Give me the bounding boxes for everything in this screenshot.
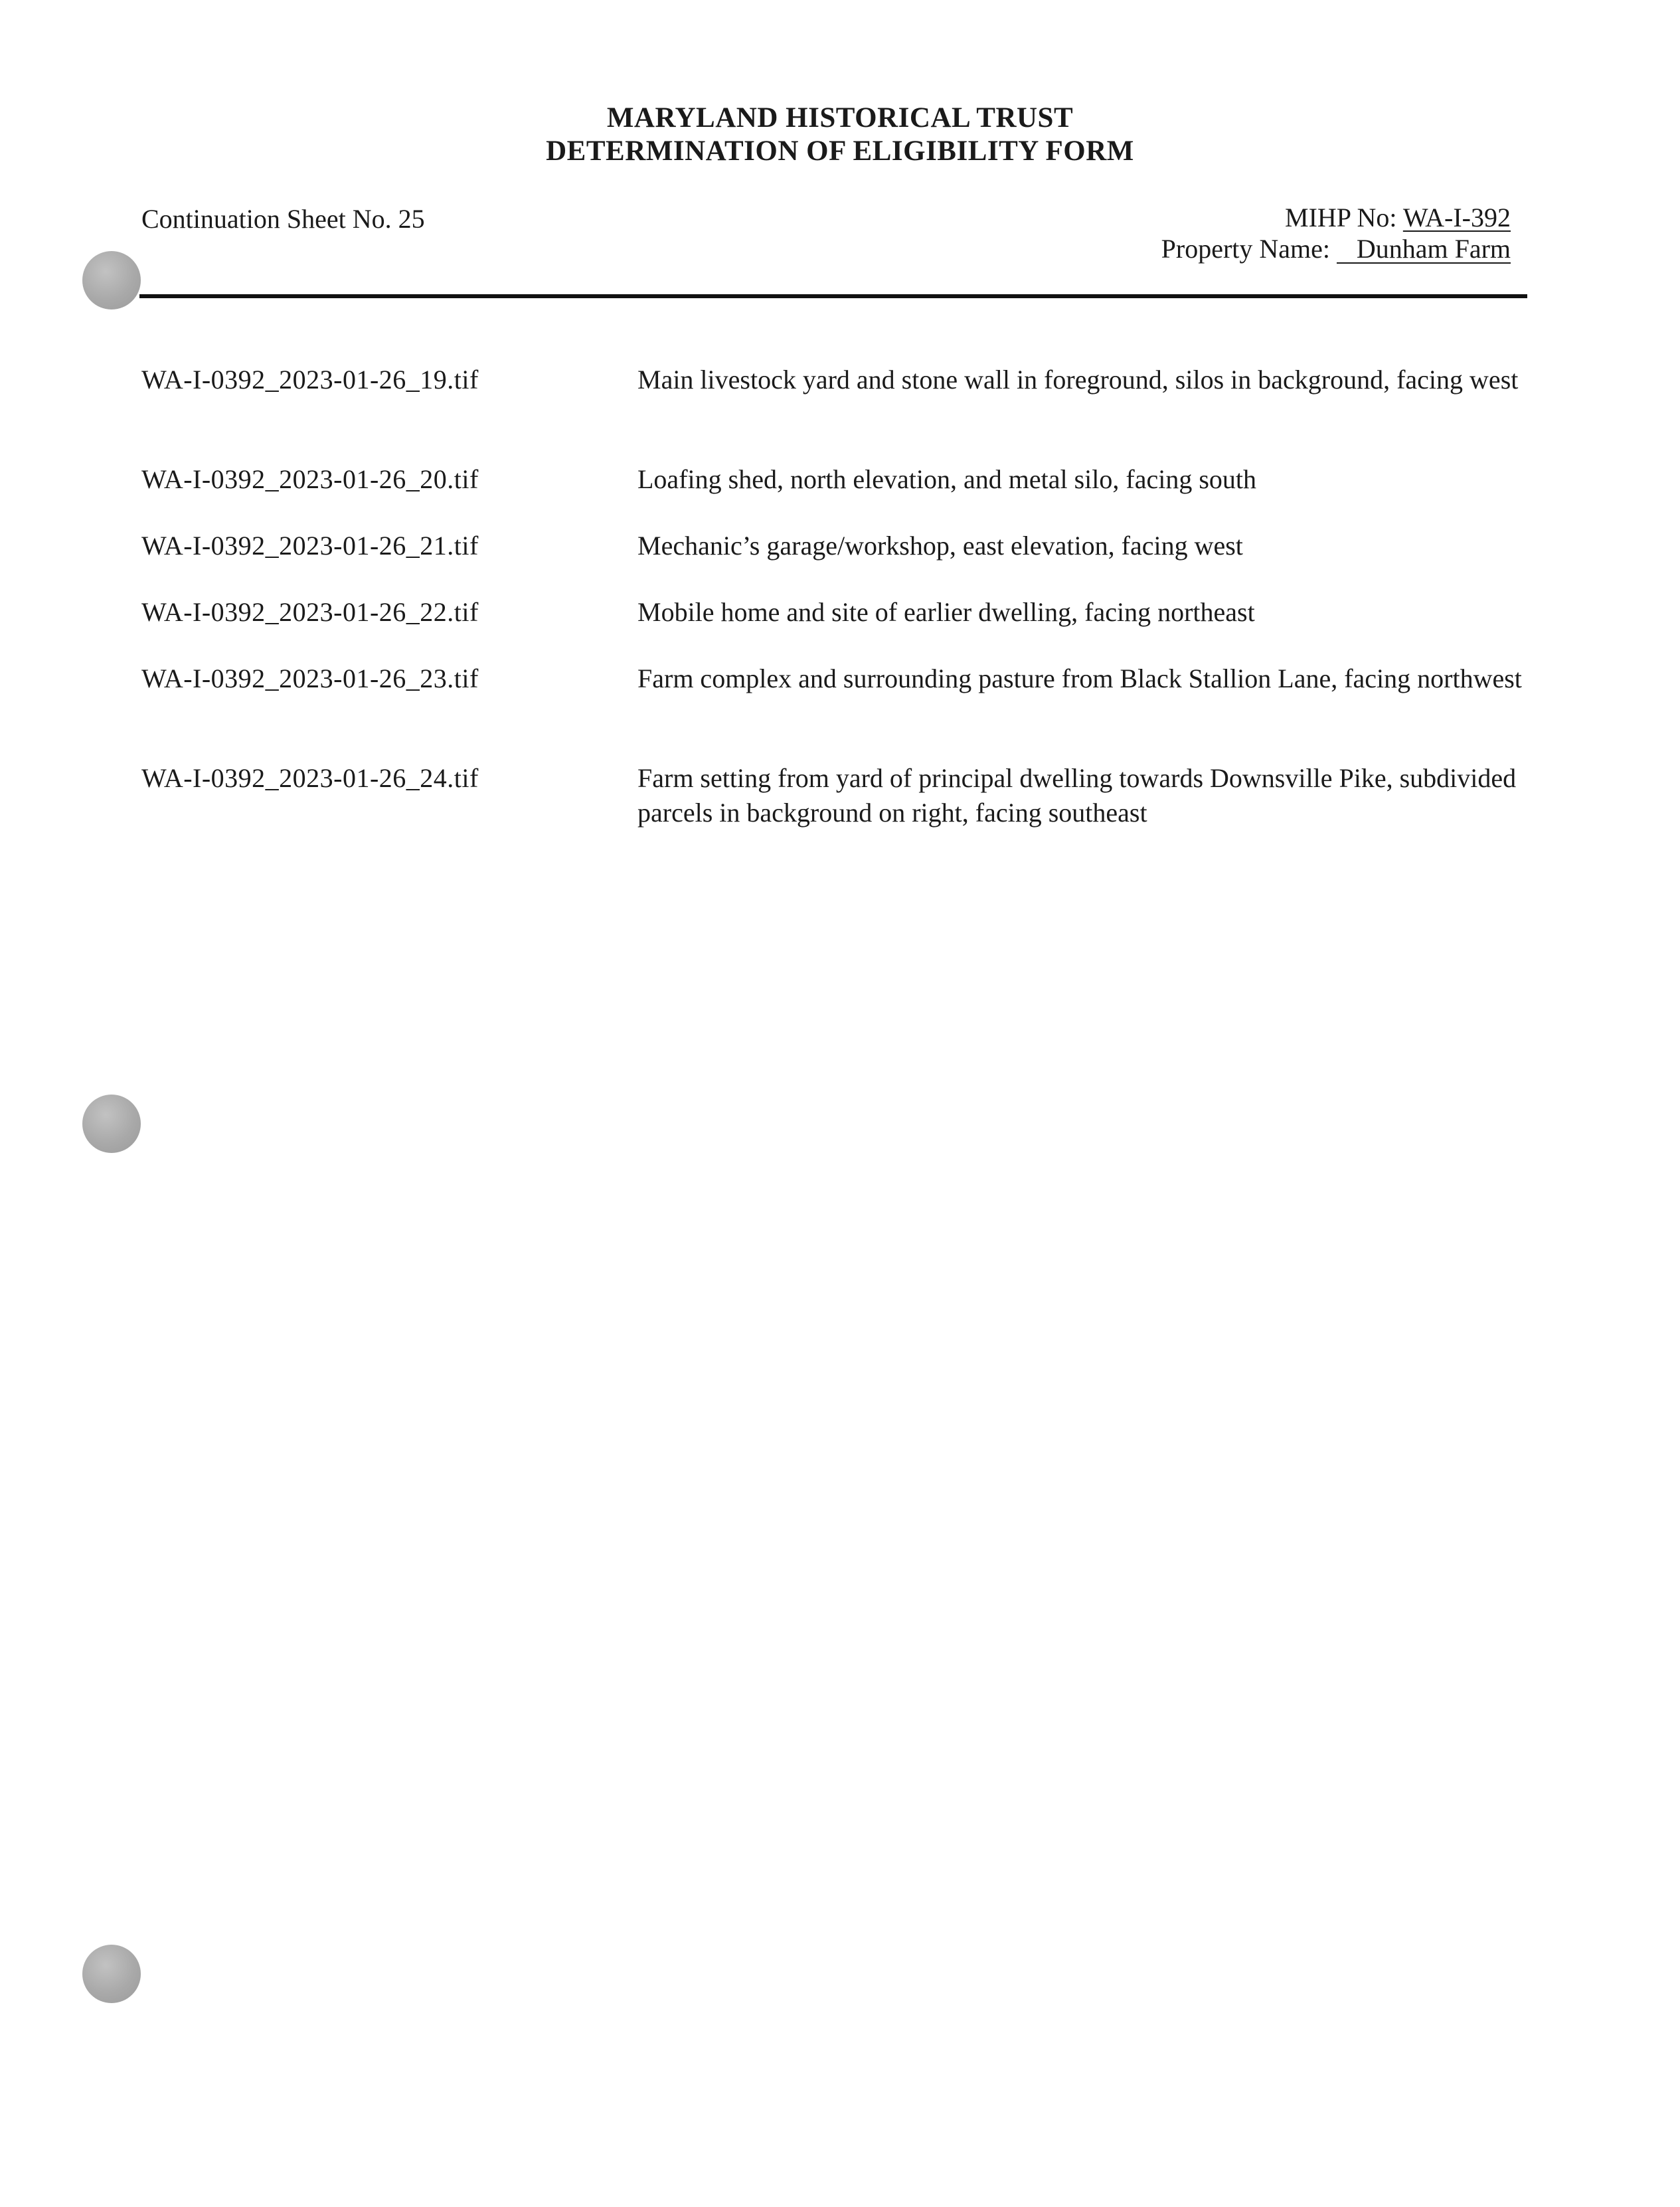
photo-filename: WA-I-0392_2023-01-26_24.tif: [141, 763, 479, 793]
photo-description: Main livestock yard and stone wall in foreground, silos in background, facing west: [637, 365, 1519, 395]
form-title-line1: MARYLAND HISTORICAL TRUST: [606, 102, 1074, 133]
photo-description: Mechanic’s garage/workshop, east elevation, facing west: [637, 531, 1243, 561]
continuation-sheet-number: Continuation Sheet No. 25: [141, 204, 425, 234]
photo-filename: WA-I-0392_2023-01-26_20.tif: [141, 464, 479, 494]
punch-hole: [82, 1945, 141, 2003]
photo-filename: WA-I-0392_2023-01-26_23.tif: [141, 663, 479, 693]
mihp-number: WA-I-392: [1402, 203, 1511, 232]
header-divider: [139, 294, 1527, 298]
mihp-label: MIHP No:: [1285, 203, 1397, 232]
property-name-label: Property Name:: [1161, 234, 1330, 264]
mihp-block: [1161, 202, 1511, 264]
photo-filename: WA-I-0392_2023-01-26_21.tif: [141, 531, 479, 561]
form-title-line2: DETERMINATION OF ELIGIBILITY FORM: [546, 135, 1134, 167]
photo-description: Loafing shed, north elevation, and metal silo, facing south: [637, 464, 1256, 494]
photo-description: Farm setting from yard of principal dwelling towards Downsville Pike, subdivided parcels in background on right, facing southeast: [637, 763, 1517, 828]
photo-description: Mobile home and site of earlier dwelling, facing northeast: [637, 597, 1255, 627]
photo-description: Farm complex and surrounding pasture from Black Stallion Lane, facing northwest: [637, 663, 1522, 693]
photo-filename: WA-I-0392_2023-01-26_19.tif: [141, 365, 479, 395]
property-name-value: Dunham Farm: [1337, 236, 1511, 264]
mihp-number-line: [1161, 202, 1511, 233]
property-name-line: [1161, 233, 1511, 264]
punch-hole: [82, 1095, 141, 1153]
punch-hole: [82, 251, 141, 309]
photo-filename: WA-I-0392_2023-01-26_22.tif: [141, 597, 479, 627]
